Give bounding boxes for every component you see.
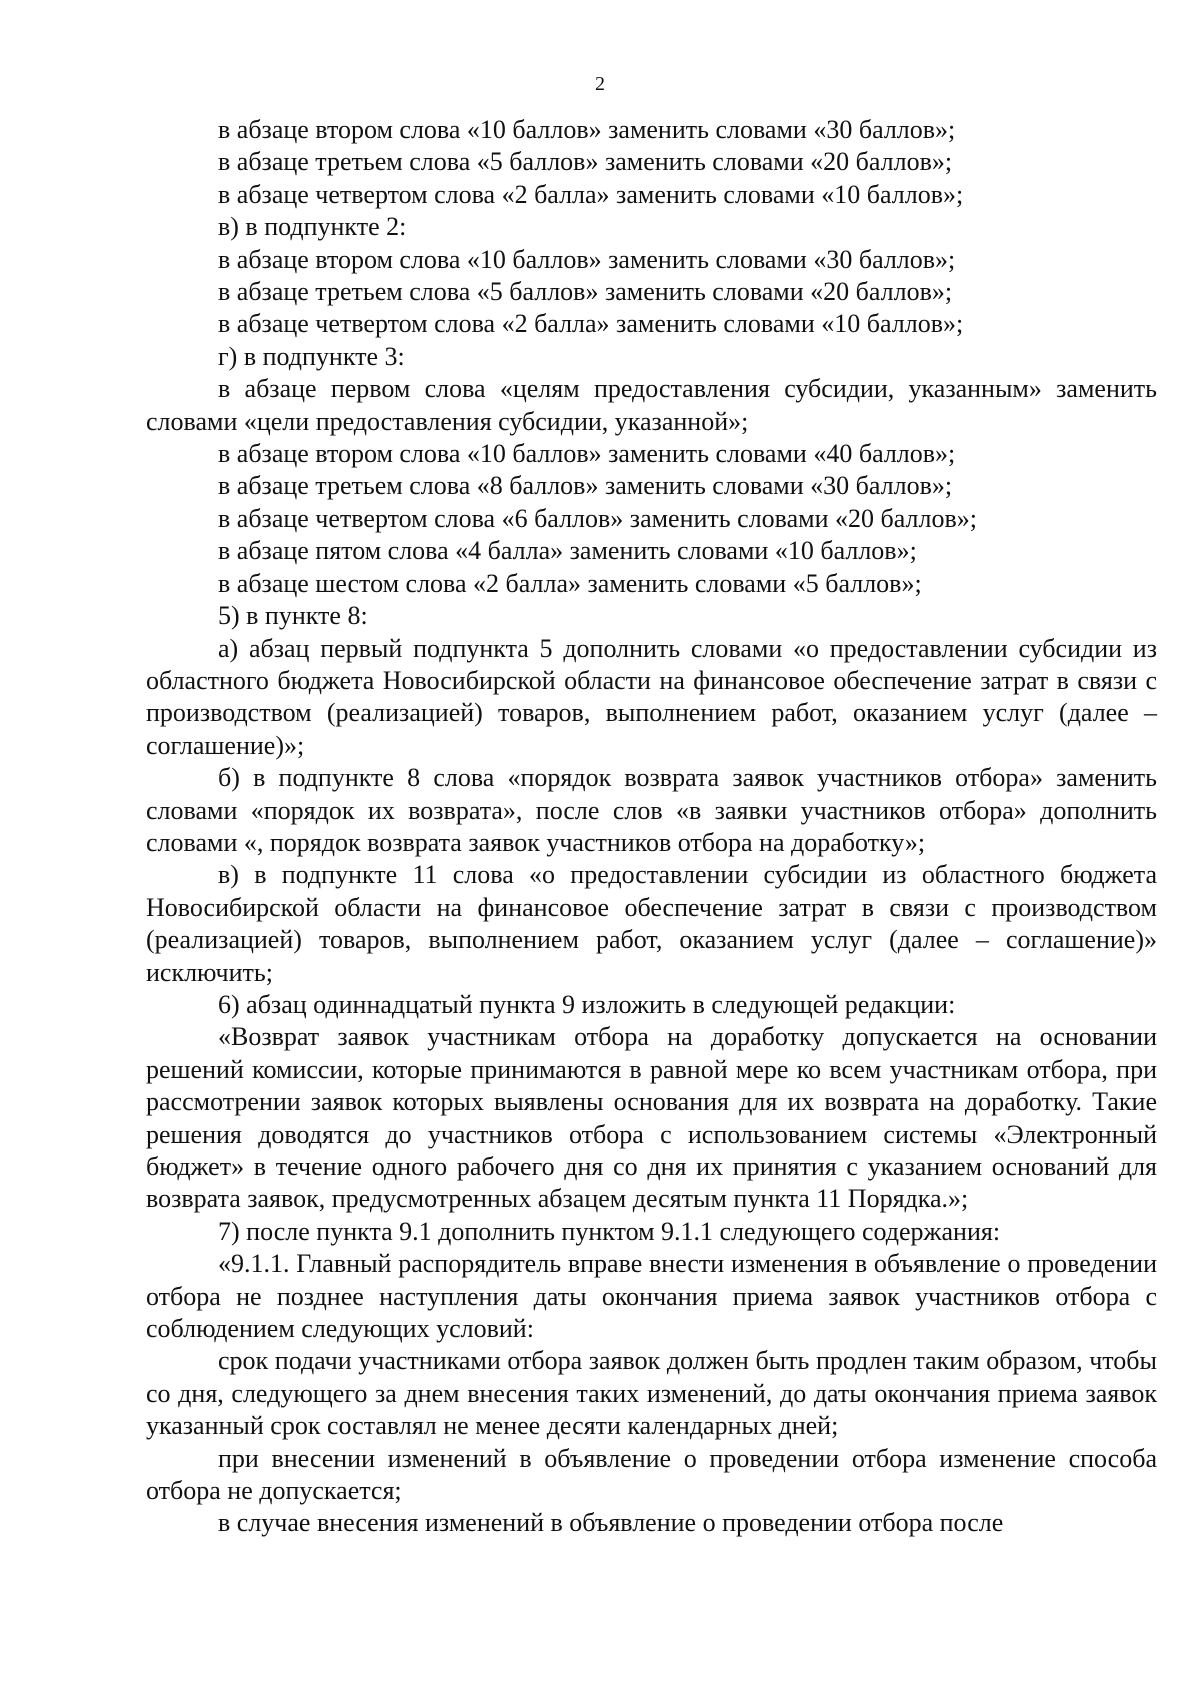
paragraph: в абзаце четвертом слова «2 балла» заменить словами «10 баллов»; [218, 309, 964, 339]
paragraph: в абзаце четвертом слова «2 балла» заменить словами «10 баллов»; [218, 179, 964, 209]
paragraph: в абзаце шестом слова «2 балла» заменить словами «5 баллов»; [218, 568, 922, 598]
paragraph: в абзаце втором слова «10 баллов» заменить словами «30 баллов»; [218, 115, 956, 144]
page-number: 2 [595, 73, 605, 95]
paragraph: в абзаце четвертом слова «6 баллов» заменить словами «20 баллов»; [218, 503, 977, 533]
paragraph: в абзаце пятом слова «4 балла» заменить словами «10 баллов»; [218, 536, 917, 566]
paragraph: 6) абзац одиннадцатый пункта 9 изложить в следующей редакции: [218, 989, 956, 1019]
paragraph: при внесении изменений в объявление о проведении отбора изменение способа отбора не допускается; [146, 1443, 1157, 1506]
paragraph: «9.1.1. Главный распорядитель вправе внести изменения в объявление о проведении отбора не позднее наступления даты окончания приема заявок участников отбора с соблюдением следующих условий: [146, 1249, 1157, 1344]
document-body [146, 114, 1157, 1540]
paragraph: в абзаце третьем слова «5 баллов» заменить словами «20 баллов»; [218, 147, 953, 177]
paragraph: в абзаце втором слова «10 баллов» заменить словами «40 баллов»; [218, 439, 956, 469]
paragraph: в) в подпункте 11 слова «о предоставлении субсидии из областного бюджета Новосибирской области на финансовое обеспечение затрат в связи с производством (реализацией) товаров, выполнением работ, оказанием услуг (далее – соглашение)» исключить; [146, 860, 1157, 987]
paragraph: срок подачи участниками отбора заявок должен быть продлен таким образом, чтобы со дня, следующего за днем внесения таких изменений, до даты окончания приема заявок указанный срок составлял не менее десяти календарных дней; [146, 1346, 1157, 1441]
paragraph: в случае внесения изменений в объявление о проведении отбора после [218, 1508, 1004, 1538]
paragraph: в абзаце третьем слова «5 баллов» заменить словами «20 баллов»; [218, 277, 953, 307]
paragraph: г) в подпункте 3: [218, 341, 405, 371]
paragraph: 5) в пункте 8: [218, 601, 368, 631]
paragraph: а) абзац первый подпункта 5 дополнить словами «о предоставлении субсидии из областного бюджета Новосибирской области на финансовое обеспечение затрат в связи с производством (реализацией) товаров, выполнением работ, оказанием услуг (далее – соглашение)»; [146, 633, 1157, 760]
paragraph: в) в подпункте 2: [218, 212, 407, 242]
paragraph: в абзаце втором слова «10 баллов» заменить словами «30 баллов»; [218, 244, 956, 274]
paragraph: в абзаце третьем слова «8 баллов» заменить словами «30 баллов»; [218, 471, 953, 501]
paragraph: «Возврат заявок участникам отбора на доработку допускается на основании решений комиссии, которые принимаются в равной мере ко всем участникам отбора, при рассмотрении заявок которых выявлены основания для их возврата на доработку. Такие решения доводятся до участников отбора с использованием системы «Электронный бюджет» в течение одного рабочего дня со дня их принятия с указанием оснований для возврата заявок, предусмотренных абзацем десятым пункта 11 Порядка.»; [146, 1022, 1157, 1214]
paragraph: 7) после пункта 9.1 дополнить пунктом 9.1.1 следующего содержания: [218, 1216, 1001, 1246]
paragraph: в абзаце первом слова «целям предоставления субсидии, указанным» заменить словами «цели предоставления субсидии, указанной»; [146, 374, 1157, 436]
paragraph: б) в подпункте 8 слова «порядок возврата заявок участников отбора» заменить словами «порядок их возврата», после слов «в заявки участников отбора» дополнить словами «, порядок возврата заявок участников отбора на доработку»; [146, 763, 1157, 857]
